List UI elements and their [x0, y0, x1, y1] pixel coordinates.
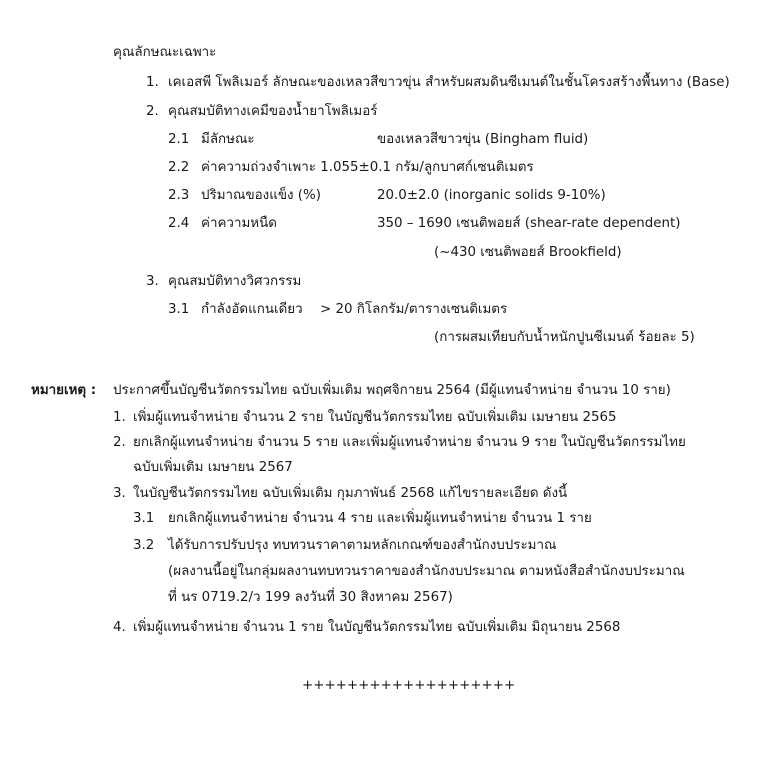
spec-item-1-text: เคเอสพี โพลิเมอร์ ลักษณะของเหลวสีขาวขุ่น สำหรับผสมดินซีเมนต์ในชั้นโครงสร้างพื้นทาง (Base) [168, 75, 730, 90]
remark-item-1-number: 1. [113, 410, 126, 425]
spec-2-2-number: 2.2 [168, 160, 190, 175]
spec-item-2-text: คุณสมบัติทางเคมีของน้ำยาโพลิเมอร์ [168, 104, 378, 119]
spec-2-2-label: ค่าความถ่วงจำเพาะ 1.055±0.1 กรัม/ลูกบาศก์เซนติเมตร [201, 160, 534, 175]
remark-3-2-number: 3.2 [133, 538, 155, 553]
remark-label: หมายเหตุ : [31, 383, 97, 398]
remark-item-2-line-2: ฉบับเพิ่มเติม เมษายน 2567 [133, 460, 293, 475]
spec-3-1-number: 3.1 [168, 302, 190, 317]
spec-item-3-text: คุณสมบัติทางวิศวกรรม [168, 274, 302, 289]
remark-3-1-number: 3.1 [133, 511, 155, 526]
remark-text: ประกาศขึ้นบัญชีนวัตกรรมไทย ฉบับเพิ่มเติม พฤศจิกายน 2564 (มีผู้แทนจำหน่าย จำนวน 10 ราย) [113, 383, 671, 398]
spec-2-1-value: ของเหลวสีขาวขุ่น (Bingham fluid) [377, 132, 589, 147]
remark-3-2-line-2: (ผลงานนี้อยู่ในกลุ่มผลงานทบทวนราคาของสำนักงบประมาณ ตามหนังสือสำนักงบประมาณ [168, 564, 685, 579]
spec-3-1-note: (การผสมเทียบกับน้ำหนักปูนซีเมนต์ ร้อยละ 5) [434, 330, 695, 345]
spec-2-4-number: 2.4 [168, 216, 190, 231]
spec-item-3-number: 3. [146, 274, 159, 289]
remark-item-2-line-1: ยกเลิกผู้แทนจำหน่าย จำนวน 5 ราย และเพิ่มผู้แทนจำหน่าย จำนวน 9 ราย ในบัญชีนวัตกรรมไทย [133, 435, 686, 450]
spec-2-1-number: 2.1 [168, 132, 190, 147]
spec-2-3-label: ปริมาณของแข็ง (%) [201, 188, 321, 203]
remark-item-3-text: ในบัญชีนวัตกรรมไทย ฉบับเพิ่มเติม กุมภาพันธ์ 2568 แก้ไขรายละเอียด ดังนี้ [133, 486, 568, 501]
spec-2-3-value: 20.0±2.0 (inorganic solids 9-10%) [377, 188, 606, 203]
spec-2-4-label: ค่าความหนืด [201, 216, 277, 231]
end-marker: +++++++++++++++++++ [302, 678, 516, 693]
remark-item-1-text: เพิ่มผู้แทนจำหน่าย จำนวน 2 ราย ในบัญชีนวัตกรรมไทย ฉบับเพิ่มเติม เมษายน 2565 [133, 410, 617, 425]
remark-3-2-line-1: ได้รับการปรับปรุง ทบทวนราคาตามหลักเกณฑ์ของสำนักงบประมาณ [168, 538, 557, 553]
spec-heading: คุณลักษณะเฉพาะ [113, 45, 217, 60]
remark-item-3-number: 3. [113, 486, 126, 501]
spec-3-1-value: > 20 กิโลกรัม/ตารางเซนติเมตร [320, 302, 508, 317]
spec-3-1-label: กำลังอัดแกนเดียว [201, 302, 303, 317]
spec-2-4-value: 350 – 1690 เซนติพอยส์ (shear-rate dependent) [377, 216, 681, 231]
spec-2-4-note: (~430 เซนติพอยส์ Brookfield) [434, 245, 622, 260]
remark-item-4-text: เพิ่มผู้แทนจำหน่าย จำนวน 1 ราย ในบัญชีนวัตกรรมไทย ฉบับเพิ่มเติม มิถุนายน 2568 [133, 620, 621, 635]
remark-3-2-line-3: ที่ นร 0719.2/ว 199 ลงวันที่ 30 สิงหาคม 2567) [168, 590, 453, 605]
remark-3-1-text: ยกเลิกผู้แทนจำหน่าย จำนวน 4 ราย และเพิ่มผู้แทนจำหน่าย จำนวน 1 ราย [168, 511, 592, 526]
spec-2-3-number: 2.3 [168, 188, 190, 203]
remark-item-2-number: 2. [113, 435, 126, 450]
remark-item-4-number: 4. [113, 620, 126, 635]
spec-2-1-label: มีลักษณะ [201, 132, 255, 147]
spec-item-1-number: 1. [146, 75, 159, 90]
spec-item-2-number: 2. [146, 104, 159, 119]
